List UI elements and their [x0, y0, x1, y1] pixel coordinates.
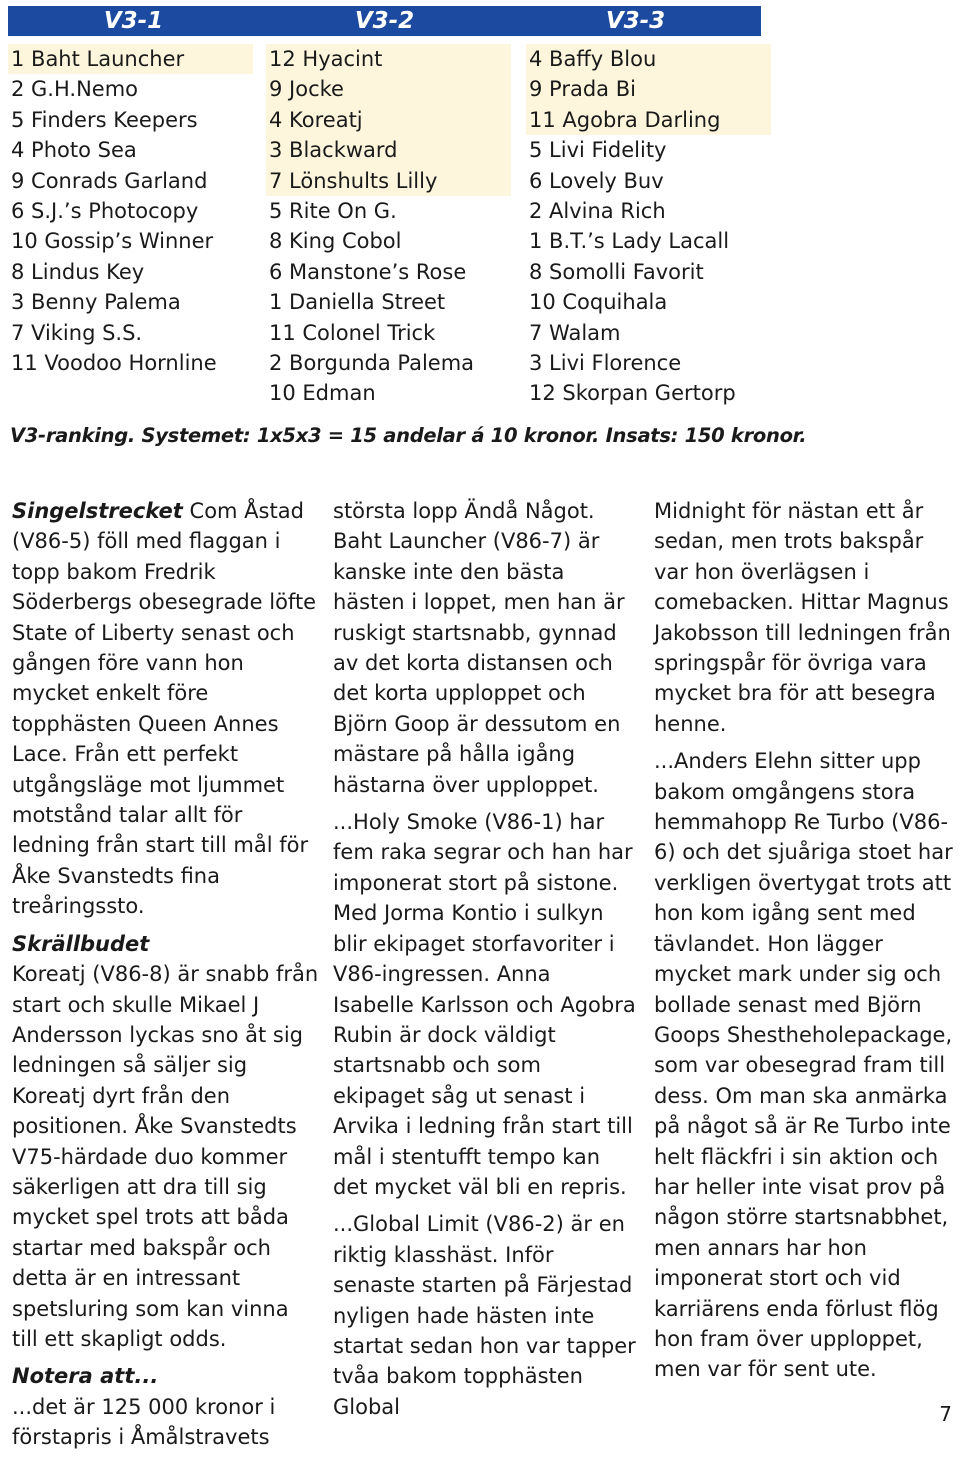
paragraph: [12, 929, 320, 1355]
ranking-item: 2 Borgunda Palema: [269, 350, 475, 375]
ranking-column-v3-3: [526, 44, 771, 409]
paragraph: ...Global Limit (V86-2) är en riktig klasshäst. Inför senaste starten på Färjestad nyligen hade hästen inte startat sedan hon var tapper tvåa bakom topphästen Global: [333, 1212, 636, 1419]
ranking-item: 3 Blackward: [266, 135, 511, 165]
ranking-item: 8 Lindus Key: [11, 259, 145, 284]
ranking-item: 1 Baht Launcher: [8, 44, 253, 74]
ranking-item: 9 Prada Bi: [526, 74, 771, 104]
paragraph: [12, 496, 320, 922]
ranking-item: 3 Livi Florence: [529, 350, 682, 375]
system-description: V3-ranking. Systemet: 1x5x3 = 15 andelar á 10 kronor. Insats: 150 kronor.: [10, 424, 807, 447]
ranking-item: 7 Viking S.S.: [11, 320, 143, 345]
paragraph: ...Anders Elehn sitter upp bakom omgångens stora hemmahopp Re Turbo (V86-6) och det sjuåriga stoet har verkligen övertygat trots att hon kom igång sent med tävlandet. Hon lägger mycket mark under sig och bollade senast med Björn Goops Shestheholepackage, som var obesegrad fram till dess. Om man ska anmärka på något så är Re Turbo inte helt fläckfri i sin aktion och har heller inte visat prov på någon större startsnabbhet, men annars har hon imponerat stort och vid karriärens enda förlust flög hon fram över upploppet, men var för sent ute.: [654, 749, 953, 1382]
ranking-item: 1 Daniella Street: [269, 290, 446, 315]
ranking-item: 4 Photo Sea: [11, 138, 137, 163]
ranking-item: 3 Benny Palema: [11, 290, 181, 315]
ranking-item: 4 Koreatj: [266, 105, 511, 135]
heading-notera-att: Notera att...: [12, 1364, 159, 1389]
ranking-item: 5 Finders Keepers: [11, 107, 198, 132]
header-v3-1: V3-1: [103, 8, 164, 34]
ranking-item: 11 Colonel Trick: [269, 320, 436, 345]
paragraph: ...Holy Smoke (V86-1) har fem raka segrar och han har imponerat stort på sistone. Med Jorma Kontio i sulkyn blir ekipaget storfavoriter i V86-ingressen. Anna Isabelle Karlsson och Agobra Rubin är dock väldigt startsnabb och som ekipaget såg ut senast i Arvika i ledning från start till mål i stentufft tempo kan det mycket väl bli en repris.: [333, 810, 636, 1199]
ranking-item: 5 Livi Fidelity: [529, 138, 667, 163]
ranking-item: 11 Agobra Darling: [526, 105, 771, 135]
ranking-column-v3-2: [266, 44, 511, 409]
ranking-item: 5 Rite On G.: [269, 198, 397, 223]
article-column-2: [333, 496, 638, 1429]
ranking-item: 9 Conrads Garland: [11, 168, 208, 193]
ranking-item: 12 Skorpan Gertorp: [529, 381, 736, 406]
paragraph-text: Koreatj (V86-8) är snabb från start och skulle Mikael J Andersson lyckas sno åt sig ledningen så säljer sig Koreatj dyrt från den positionen. Åke Svanstedts V75-härdade duo kommer säkerligen att dra till sig mycket spel trots att båda startar med bakspår och detta är en intressant spetsluring som kan vinna till ett skapligt odds.: [12, 962, 319, 1351]
page-number: 7: [939, 1402, 952, 1426]
ranking-item: 10 Gossip’s Winner: [11, 229, 214, 254]
paragraph: Midnight för nästan ett år sedan, men trots bakspår var hon överlägsen i comebacken. Hittar Magnus Jakobsson till ledningen från springspår för övriga vara mycket bra för att besegra henne.: [654, 499, 951, 736]
ranking-item: 10 Edman: [269, 381, 376, 406]
ranking-column-v3-1: [8, 44, 253, 378]
heading-singelstrecket: Singelstrecket: [12, 499, 183, 523]
article-column-3: [654, 496, 958, 1392]
paragraph: [12, 1361, 320, 1452]
ranking-item: 2 G.H.Nemo: [11, 77, 139, 102]
article-column-1: [12, 496, 320, 1460]
heading-skrallbudet: Skrällbudet: [12, 931, 150, 956]
paragraph-text: ...det är 125 000 kronor i förstapris i Åmålstravets: [12, 1394, 276, 1450]
ranking-item: 7 Walam: [529, 320, 621, 345]
ranking-item: 8 King Cobol: [269, 229, 402, 254]
ranking-item: 6 S.J.’s Photocopy: [11, 198, 199, 223]
ranking-item: 8 Somolli Favorit: [529, 259, 704, 284]
ranking-item: 12 Hyacint: [266, 44, 511, 74]
ranking-item: 6 Lovely Buv: [529, 168, 664, 193]
ranking-item: 4 Baffy Blou: [526, 44, 771, 74]
ranking-header: [8, 6, 761, 36]
ranking-item: 1 B.T.’s Lady Lacall: [529, 229, 730, 254]
paragraph-text: Com Åstad (V86-5) föll med flaggan i topp bakom Fredrik Söderbergs obesegrade löfte State of Liberty senast och gången före vann hon mycket enkelt före topphästen Queen Annes Lace. Från ett perfekt utgångsläge mot ljummet motstånd talar allt för ledning från start till mål för Åke Svanstedts fina treåringssto.: [12, 499, 317, 919]
ranking-item: 11 Voodoo Hornline: [11, 350, 217, 375]
paragraph: största lopp Ändå Något. Baht Launcher (V86-7) är kanske inte den bästa hästen i loppet, men han är ruskigt startsnabb, gynnad av det korta distansen och det korta upploppet och Björn Goop är dessutom en mästare på hålla igång hästarna över upploppet.: [333, 499, 625, 797]
ranking-item: 2 Alvina Rich: [529, 198, 666, 223]
header-v3-2: V3-2: [354, 8, 415, 34]
ranking-item: 9 Jocke: [266, 74, 511, 104]
header-v3-3: V3-3: [605, 8, 666, 34]
ranking-item: 10 Coquihala: [529, 290, 668, 315]
ranking-item: 6 Manstone’s Rose: [269, 259, 467, 284]
ranking-item: 7 Lönshults Lilly: [266, 166, 511, 196]
